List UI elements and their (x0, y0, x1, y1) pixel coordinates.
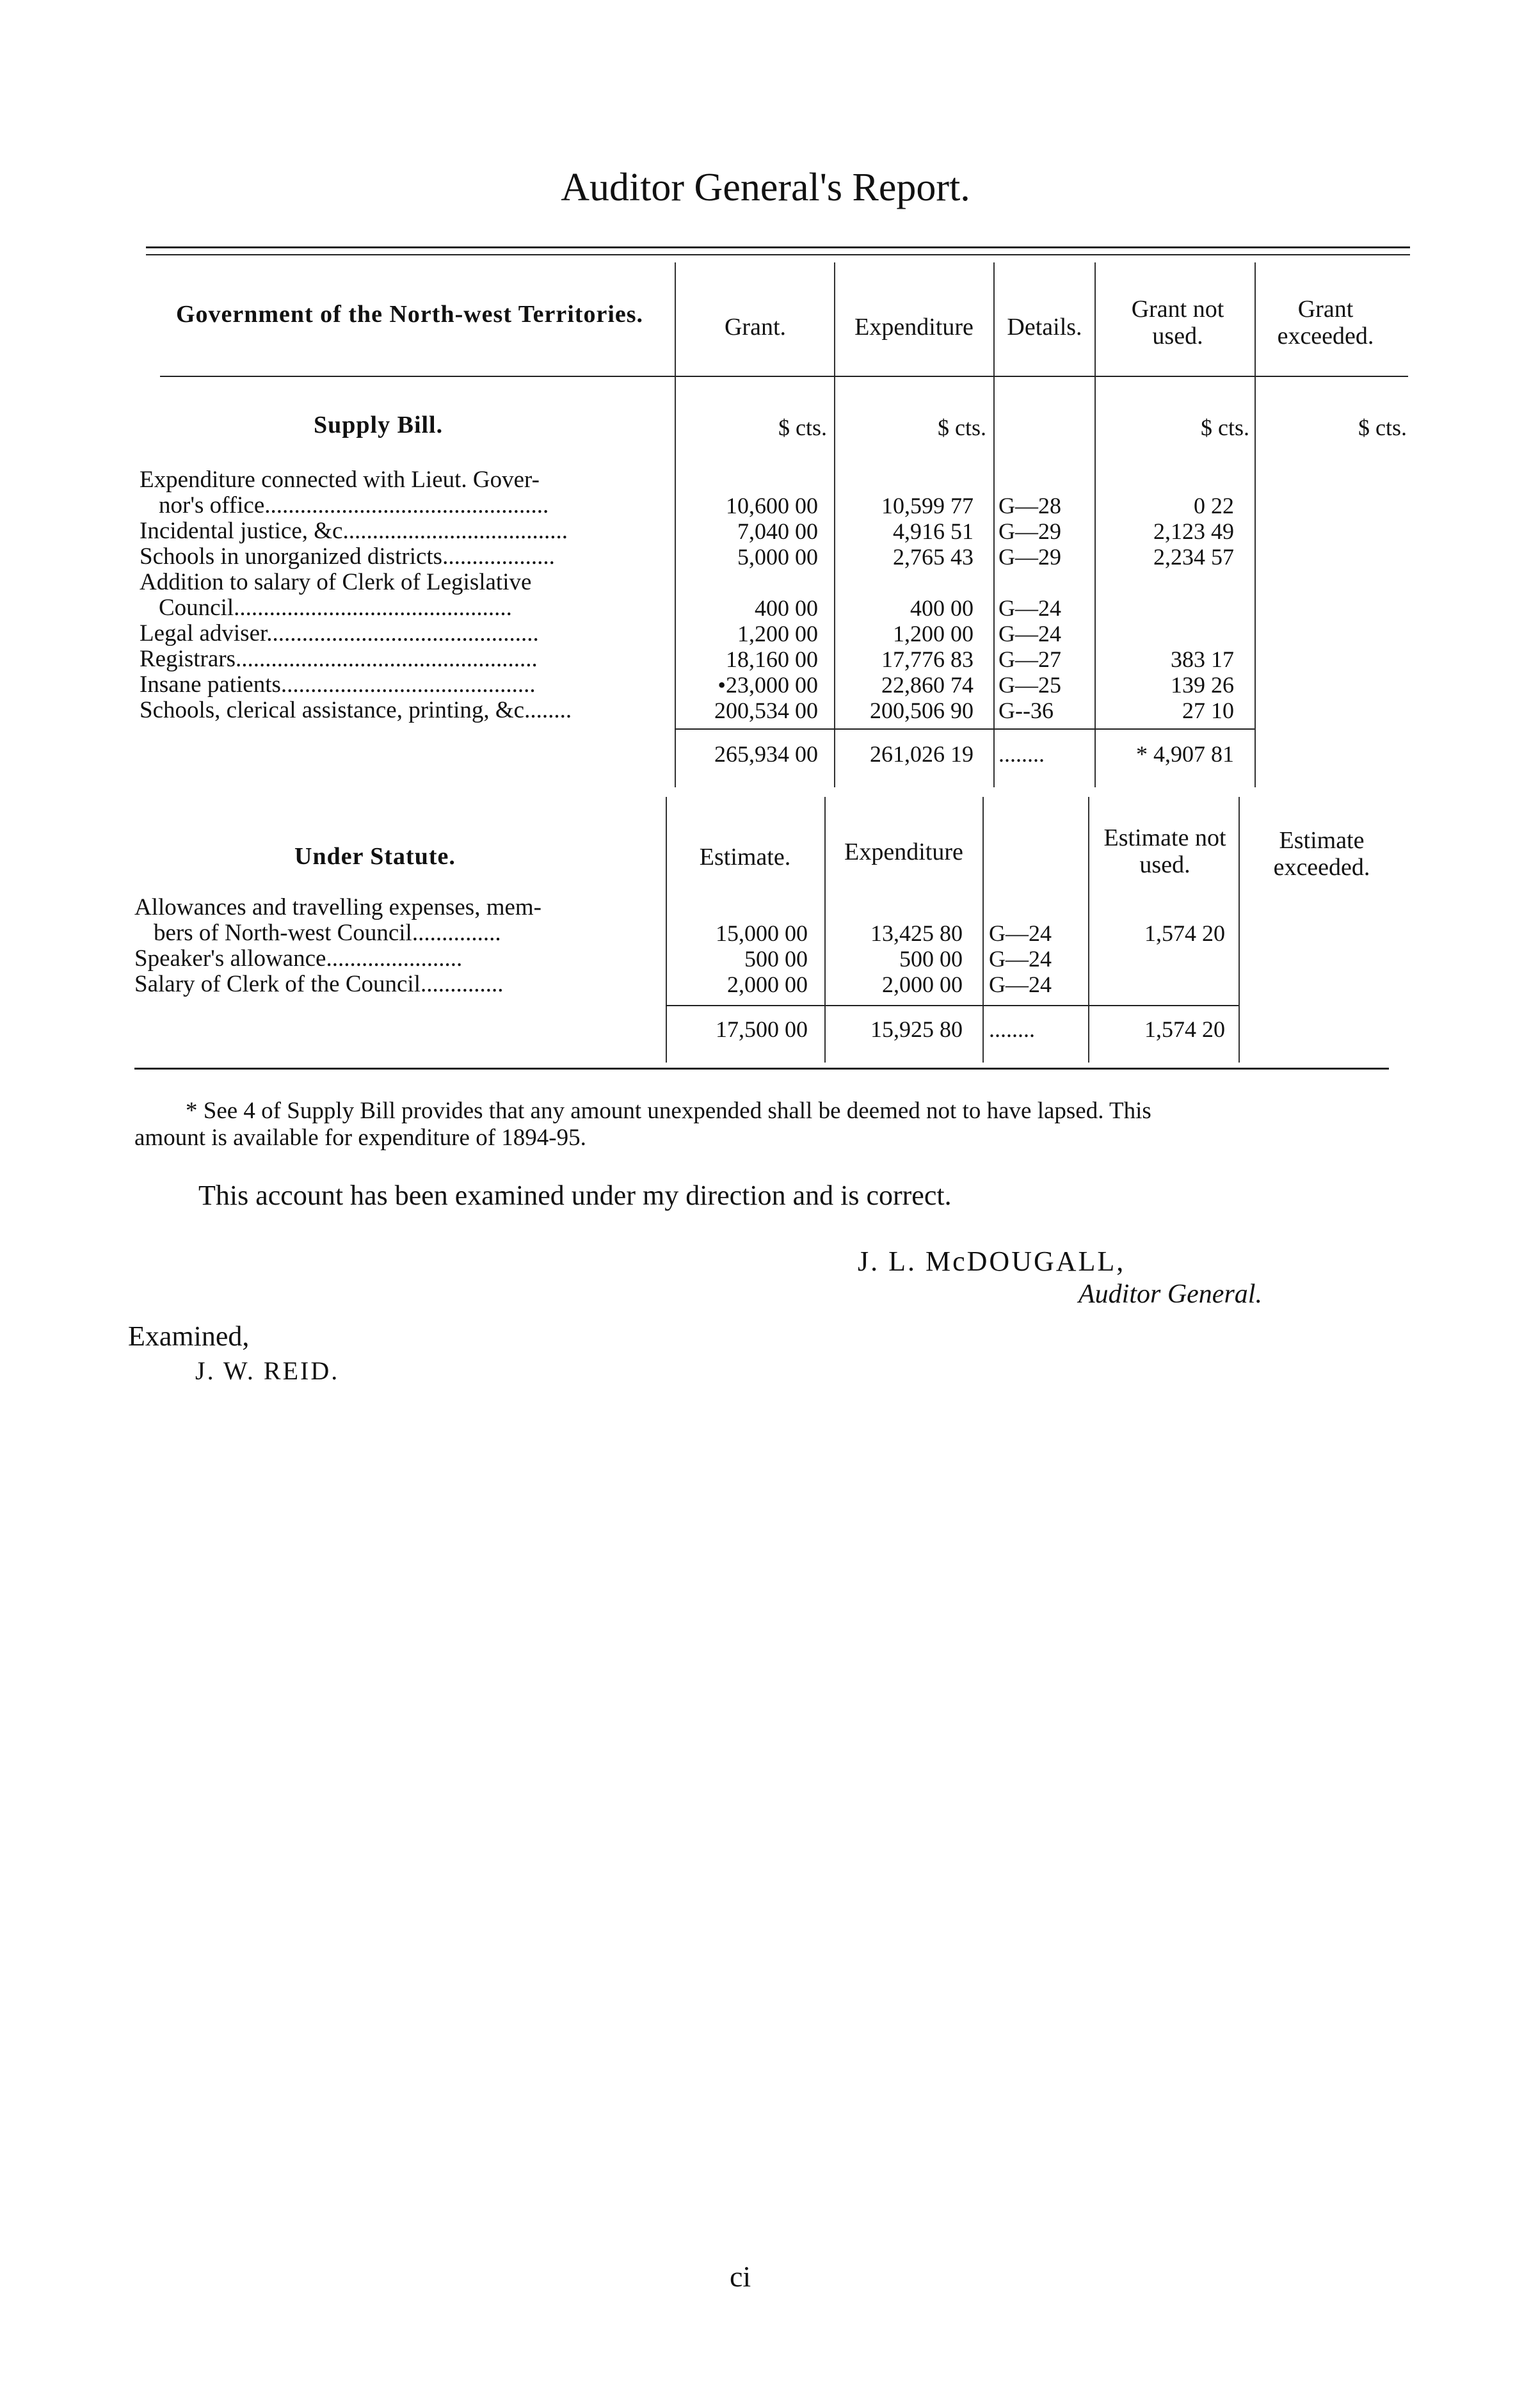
estimate-value: 2,000 00 (727, 972, 808, 997)
col-header-details: Details. (1007, 314, 1082, 341)
signature-title: Auditor General. (1078, 1280, 1262, 1309)
top-rule-second (146, 254, 1410, 255)
bottom-rule (134, 1068, 1389, 1070)
column-divider (675, 262, 676, 787)
column-divider (666, 797, 667, 1063)
row-label: Speaker's allowance....................... (134, 946, 463, 972)
expenditure-value: 22,860 74 (881, 672, 974, 698)
row-label: Incidental justice, &c...................................... (140, 518, 568, 544)
estimate-value: 15,000 00 (716, 920, 808, 946)
expenditure-value: 17,776 83 (881, 646, 974, 672)
not-used-value: 2,123 49 (1153, 518, 1234, 544)
row-label: Expenditure connected with Lieut. Gover- (140, 467, 540, 493)
grant-value: 5,000 00 (737, 544, 818, 570)
under-statute-heading: Under Statute. (294, 843, 456, 870)
row-label: Legal adviser.............................................. (140, 621, 539, 646)
grant-value: 400 00 (755, 595, 818, 621)
total-details: ........ (998, 741, 1045, 767)
col-header-grant: Grant. (724, 314, 787, 341)
not-used-value: 1,574 20 (1144, 920, 1225, 946)
expenditure-value: 10,599 77 (881, 493, 974, 518)
column-divider (824, 797, 826, 1063)
top-rule (146, 246, 1410, 248)
estimate-value: 500 00 (744, 946, 808, 972)
expenditure-value: 2,765 43 (893, 544, 974, 570)
details-value: G—24 (998, 621, 1061, 646)
section-header: Government of the North-west Territories. (175, 301, 644, 328)
expenditure-value: 4,916 51 (893, 518, 974, 544)
row-label: Addition to salary of Clerk of Legislative (140, 569, 532, 595)
not-used-value: 383 17 (1171, 646, 1234, 672)
page-title: Auditor General's Report. (561, 166, 970, 209)
examined-label: Examined, (128, 1320, 250, 1352)
column-divider (993, 262, 995, 787)
total-rule (675, 728, 1254, 730)
grant-value: 10,600 00 (726, 493, 818, 518)
expenditure-value: 1,200 00 (893, 621, 974, 646)
details-value: G—24 (989, 920, 1052, 946)
col-header-estimate: Estimate. (699, 844, 791, 871)
total-not-used: * 4,907 81 (1136, 741, 1234, 767)
not-used-value: 0 22 (1194, 493, 1234, 518)
row-label: Salary of Clerk of the Council.............. (134, 972, 504, 997)
not-used-value: 2,234 57 (1153, 544, 1234, 570)
col-header-estimate-not-used: Estimate not used. (1103, 824, 1226, 878)
currency-unit: $ cts. (1201, 415, 1249, 440)
row-label: Registrars................................................... (140, 646, 538, 672)
column-divider (1238, 797, 1240, 1063)
column-divider (1088, 797, 1089, 1063)
col-header-grant-not-used: Grant not used. (1131, 296, 1224, 349)
expenditure-value: 13,425 80 (870, 920, 963, 946)
currency-unit: $ cts. (778, 415, 827, 440)
examined-name: J. W. REID. (195, 1356, 340, 1385)
total-not-used: 1,574 20 (1144, 1016, 1225, 1042)
details-value: G—29 (998, 544, 1061, 570)
col-header-estimate-exceeded: Estimate exceeded. (1273, 827, 1370, 881)
signature-name: J. L. McDOUGALL, (858, 1246, 1126, 1277)
total-estimate: 17,500 00 (716, 1016, 808, 1042)
col-header-expenditure: Expenditure (844, 839, 963, 865)
header-rule (160, 376, 1408, 377)
total-details: ........ (989, 1016, 1035, 1042)
expenditure-value: 400 00 (910, 595, 974, 621)
grant-value: 1,200 00 (737, 621, 818, 646)
row-label: Insane patients........................................... (140, 672, 536, 698)
total-grant: 265,934 00 (714, 741, 818, 767)
total-expenditure: 261,026 19 (870, 741, 974, 767)
not-used-value: 27 10 (1182, 698, 1234, 723)
column-divider (1254, 262, 1256, 787)
row-label: Council............................................... (159, 595, 512, 621)
page-number: ci (730, 2260, 751, 2293)
column-divider (834, 262, 835, 787)
row-label: Allowances and travelling expenses, mem- (134, 894, 541, 920)
total-rule (666, 1005, 1238, 1006)
col-header-expenditure: Expenditure (854, 314, 974, 341)
supply-bill-heading: Supply Bill. (314, 412, 444, 438)
expenditure-value: 2,000 00 (882, 972, 963, 997)
grant-value: 7,040 00 (737, 518, 818, 544)
column-divider (982, 797, 984, 1063)
details-value: G—25 (998, 672, 1061, 698)
row-label: Schools in unorganized districts................... (140, 544, 555, 570)
details-value: G--36 (998, 698, 1054, 723)
column-divider (1094, 262, 1096, 787)
details-value: G—24 (989, 946, 1052, 972)
currency-unit: $ cts. (938, 415, 986, 440)
footnote-line-2: amount is available for expenditure of 1894-95. (134, 1125, 586, 1151)
details-value: G—24 (989, 972, 1052, 997)
certification-text: This account has been examined under my direction and is correct. (198, 1180, 952, 1211)
row-label: bers of North-west Council............... (154, 920, 501, 946)
grant-value: 200,534 00 (714, 698, 818, 723)
col-header-grant-exceeded: Grant exceeded. (1277, 296, 1374, 349)
grant-value: 18,160 00 (726, 646, 818, 672)
row-label: nor's office................................................ (159, 493, 549, 518)
details-value: G—24 (998, 595, 1061, 621)
total-expenditure: 15,925 80 (870, 1016, 963, 1042)
expenditure-value: 200,506 90 (870, 698, 974, 723)
footnote-line-1: * See 4 of Supply Bill provides that any amount unexpended shall be deemed not to have lapsed. This (186, 1098, 1151, 1124)
row-label: Schools, clerical assistance, printing, &c........ (140, 698, 572, 723)
expenditure-value: 500 00 (899, 946, 963, 972)
details-value: G—28 (998, 493, 1061, 518)
not-used-value: 139 26 (1171, 672, 1234, 698)
currency-unit: $ cts. (1358, 415, 1407, 440)
grant-value: •23,000 00 (717, 672, 818, 698)
details-value: G—29 (998, 518, 1061, 544)
details-value: G—27 (998, 646, 1061, 672)
